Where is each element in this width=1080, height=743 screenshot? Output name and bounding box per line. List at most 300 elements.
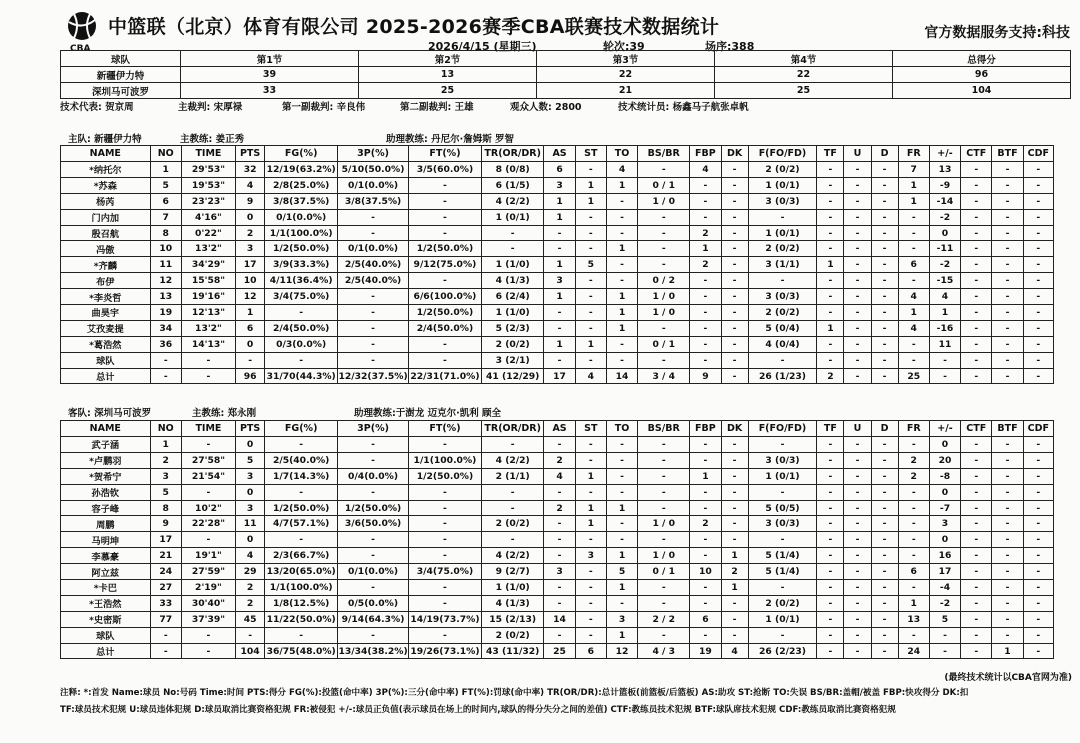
stat-cell: - <box>638 352 690 368</box>
stat-cell: 3/4(75.0%) <box>265 289 338 305</box>
stat-cell: - <box>575 162 606 178</box>
stat-cell: - <box>1023 273 1053 289</box>
stat-cell: - <box>961 305 992 321</box>
stat-cell: - <box>817 580 844 596</box>
stat-cell: 1/8(12.5%) <box>265 595 338 611</box>
stat-cell: 10 <box>690 564 721 580</box>
stat-cell: 3 <box>236 500 265 516</box>
stat-cell: 1/1(100.0%) <box>265 225 338 241</box>
column-header: FT(%) <box>408 146 481 162</box>
stat-cell: 2 / 2 <box>638 611 690 627</box>
stat-cell: - <box>898 225 929 241</box>
stat-cell: 1 <box>606 320 637 336</box>
stat-cell: 13/34(38.2%) <box>338 643 409 659</box>
stat-cell: 0/4(0.0%) <box>338 468 409 484</box>
stat-cell: - <box>961 500 992 516</box>
player-name: *齐麟 <box>61 257 151 273</box>
stat-cell: 4 <box>690 162 721 178</box>
stat-cell: 15'58" <box>181 273 235 289</box>
stat-cell: - <box>690 352 721 368</box>
stat-cell: 3 <box>575 548 606 564</box>
player-row <box>61 627 1054 643</box>
player-row <box>61 320 1054 336</box>
stat-cell: - <box>844 193 871 209</box>
player-name: 冯傲 <box>61 241 151 257</box>
column-header: D <box>871 146 898 162</box>
stat-cell: - <box>150 352 181 368</box>
stat-cell: 1 / 0 <box>638 548 690 564</box>
player-name: 周鹏 <box>61 516 151 532</box>
stat-cell: 1 <box>898 177 929 193</box>
attendance: 观众人数: 2800 <box>510 102 582 113</box>
player-row <box>61 257 1054 273</box>
column-header: TO <box>606 146 637 162</box>
stat-cell: 2 <box>150 452 181 468</box>
stat-cell: - <box>265 532 338 548</box>
stat-cell: 1/7(14.3%) <box>265 468 338 484</box>
stat-cell: 6 <box>236 320 265 336</box>
quarter-header-row <box>61 51 1071 67</box>
stat-cell: - <box>1023 257 1053 273</box>
stat-cell: - <box>817 627 844 643</box>
stat-cell: 3 (2/1) <box>481 352 544 368</box>
stat-cell: 2/3(66.7%) <box>265 548 338 564</box>
stat-cell: 4 <box>544 468 575 484</box>
stat-cell: - <box>265 484 338 500</box>
stat-cell: - <box>606 437 637 453</box>
stat-cell: - <box>844 516 871 532</box>
stat-cell: 0/1(0.0%) <box>338 177 409 193</box>
stat-cell: 1 <box>606 548 637 564</box>
player-name: *纳托尔 <box>61 162 151 178</box>
stat-cell: - <box>1023 595 1053 611</box>
stat-cell: 1 <box>992 643 1023 659</box>
player-row <box>61 162 1054 178</box>
stat-cell: 1 <box>721 580 748 596</box>
player-row <box>61 177 1054 193</box>
statisticians: 技术统计员: 杨鑫马子航张卓帆 <box>618 102 749 113</box>
stat-cell: - <box>817 611 844 627</box>
stat-cell: 5 <box>929 611 960 627</box>
stat-cell: - <box>844 305 871 321</box>
stat-cell: 77 <box>150 611 181 627</box>
stat-cell: 3 <box>544 177 575 193</box>
stat-cell: 0 <box>236 532 265 548</box>
stat-cell: - <box>721 177 748 193</box>
player-row <box>61 580 1054 596</box>
quarter-row <box>61 67 1071 83</box>
stat-cell: - <box>748 273 817 289</box>
stat-cell: - <box>871 484 898 500</box>
quarter-cell: 33 <box>181 83 359 99</box>
stat-cell: 0 / 1 <box>638 564 690 580</box>
stat-cell: - <box>871 611 898 627</box>
home-stats-table <box>60 145 1054 384</box>
stat-cell: - <box>1023 289 1053 305</box>
column-header: CTF <box>961 146 992 162</box>
stat-cell: - <box>544 225 575 241</box>
stat-cell: - <box>992 209 1023 225</box>
stat-cell: - <box>992 580 1023 596</box>
stat-cell: - <box>690 627 721 643</box>
player-name: 总计 <box>61 643 151 659</box>
stat-cell: - <box>961 468 992 484</box>
player-name: 门内加 <box>61 209 151 225</box>
stat-cell: - <box>338 289 409 305</box>
player-row <box>61 452 1054 468</box>
column-header: ST <box>575 146 606 162</box>
quarter-cell: 39 <box>181 67 359 83</box>
stat-cell: - <box>606 225 637 241</box>
stat-cell: - <box>408 532 481 548</box>
player-row <box>61 368 1054 384</box>
stat-cell: - <box>817 336 844 352</box>
stat-cell: 6 <box>690 611 721 627</box>
stat-cell: 13 <box>898 611 929 627</box>
stat-cell: - <box>721 209 748 225</box>
stat-cell: 1/2(50.0%) <box>338 500 409 516</box>
stat-cell: 1 <box>606 177 637 193</box>
stat-cell: 4 <box>721 643 748 659</box>
stat-cell: 19/26(73.1%) <box>408 643 481 659</box>
stat-cell: - <box>961 437 992 453</box>
stat-cell: - <box>575 611 606 627</box>
stat-cell: 3/5(60.0%) <box>408 162 481 178</box>
column-header: BS/BR <box>638 146 690 162</box>
stat-cell: - <box>575 225 606 241</box>
stat-cell: 24 <box>150 564 181 580</box>
column-header: PTS <box>236 421 265 437</box>
stat-cell: - <box>721 468 748 484</box>
stat-cell: - <box>575 241 606 257</box>
quarter-cell: 25 <box>715 83 893 99</box>
player-row <box>61 305 1054 321</box>
player-name: *卡巴 <box>61 580 151 596</box>
player-row <box>61 352 1054 368</box>
stat-cell: - <box>871 225 898 241</box>
stat-cell: - <box>1023 437 1053 453</box>
stat-cell: - <box>844 611 871 627</box>
stat-cell: 1 / 0 <box>638 193 690 209</box>
player-name: 曲昊宇 <box>61 305 151 321</box>
stat-cell: 2'19" <box>181 580 235 596</box>
column-header: FR <box>898 421 929 437</box>
stat-cell: 21 <box>150 548 181 564</box>
column-header: AS <box>544 421 575 437</box>
stat-cell: 9 <box>236 193 265 209</box>
stat-cell: - <box>871 532 898 548</box>
stat-cell: 14/19(73.7%) <box>408 611 481 627</box>
stat-cell: - <box>638 437 690 453</box>
quarter-cell: 96 <box>893 67 1071 83</box>
player-row <box>61 193 1054 209</box>
stat-cell: - <box>721 257 748 273</box>
stat-cell: 1 (0/1) <box>481 209 544 225</box>
player-row <box>61 484 1054 500</box>
stat-cell: 14 <box>544 611 575 627</box>
stat-cell: - <box>544 516 575 532</box>
technical-delegate: 技术代表: 贺京周 <box>60 102 134 113</box>
stat-cell: - <box>1023 580 1053 596</box>
stat-cell: - <box>961 516 992 532</box>
stat-cell: - <box>575 352 606 368</box>
stat-cell: - <box>544 305 575 321</box>
stat-cell: - <box>1023 564 1053 580</box>
stat-cell: - <box>961 336 992 352</box>
stat-cell: - <box>408 580 481 596</box>
stat-cell: 1 / 0 <box>638 516 690 532</box>
stat-cell: - <box>748 532 817 548</box>
stat-cell: 1 <box>544 257 575 273</box>
stat-cell: - <box>638 257 690 273</box>
column-header: CTF <box>961 421 992 437</box>
stat-cell: 96 <box>236 368 265 384</box>
stat-cell: 10 <box>236 273 265 289</box>
player-row <box>61 336 1054 352</box>
stat-cell: - <box>606 452 637 468</box>
stat-cell: - <box>544 241 575 257</box>
stat-cell: 2 <box>817 368 844 384</box>
stat-cell: - <box>817 516 844 532</box>
stat-cell: 6 <box>898 564 929 580</box>
stat-cell: - <box>992 548 1023 564</box>
stat-cell: -4 <box>929 580 960 596</box>
stat-cell: - <box>721 320 748 336</box>
stat-cell: 4 <box>898 289 929 305</box>
stat-cell: - <box>606 209 637 225</box>
stat-cell: 1 <box>606 580 637 596</box>
stat-cell: 12 <box>236 289 265 305</box>
column-header: BTF <box>992 421 1023 437</box>
stat-cell: 2 <box>236 580 265 596</box>
stat-cell: 37'39" <box>181 611 235 627</box>
stat-cell: 0 <box>929 225 960 241</box>
stat-cell: 4 (1/3) <box>481 273 544 289</box>
stat-cell: - <box>871 595 898 611</box>
stat-cell: - <box>338 452 409 468</box>
stat-cell: - <box>690 336 721 352</box>
stat-cell: - <box>481 532 544 548</box>
stat-cell: - <box>606 484 637 500</box>
stat-cell: 4 (2/2) <box>481 452 544 468</box>
stat-cell: 1 <box>690 241 721 257</box>
stat-cell: - <box>961 643 992 659</box>
stat-cell: - <box>638 320 690 336</box>
stat-cell: - <box>817 241 844 257</box>
stat-cell: 8 <box>150 500 181 516</box>
stat-cell: - <box>575 532 606 548</box>
stat-cell: 3 <box>544 273 575 289</box>
stat-cell: 4'16" <box>181 209 235 225</box>
stat-cell: - <box>575 305 606 321</box>
stat-cell: - <box>575 320 606 336</box>
stat-cell: - <box>844 336 871 352</box>
stat-cell: - <box>1023 305 1053 321</box>
stat-cell: - <box>817 162 844 178</box>
stat-cell: - <box>844 468 871 484</box>
quarter-cell: 球队 <box>61 51 181 67</box>
stat-cell: 3/8(37.5%) <box>265 193 338 209</box>
stat-cell: 1 <box>236 305 265 321</box>
stat-cell: 0 <box>929 532 960 548</box>
quarter-cell: 22 <box>537 67 715 83</box>
stat-cell: 4 (0/4) <box>748 336 817 352</box>
stat-cell: 5 (0/5) <box>748 500 817 516</box>
stat-cell: - <box>544 627 575 643</box>
stat-cell: - <box>1023 516 1053 532</box>
stat-cell: 15 (2/13) <box>481 611 544 627</box>
stat-cell: - <box>544 484 575 500</box>
stat-cell: 1 <box>575 336 606 352</box>
stat-cell: - <box>898 516 929 532</box>
stat-cell: - <box>844 548 871 564</box>
player-row <box>61 595 1054 611</box>
stat-cell: 17 <box>150 532 181 548</box>
stat-cell: 4 (1/3) <box>481 595 544 611</box>
stat-cell: 4 <box>606 162 637 178</box>
stat-cell: 36/75(48.0%) <box>265 643 338 659</box>
stat-cell: - <box>871 643 898 659</box>
stat-cell: - <box>961 611 992 627</box>
stat-cell: 19'1" <box>181 548 235 564</box>
stat-cell: - <box>721 611 748 627</box>
stat-cell: - <box>690 500 721 516</box>
stat-cell: 27'59" <box>181 564 235 580</box>
player-row <box>61 500 1054 516</box>
stat-cell: 1 / 0 <box>638 289 690 305</box>
stat-cell: - <box>236 627 265 643</box>
stat-cell: 11 <box>236 516 265 532</box>
column-header: ST <box>575 421 606 437</box>
stat-cell: 1 / 0 <box>638 305 690 321</box>
data-support-label: 官方数据服务支持:科技 <box>924 25 1070 41</box>
stat-cell: - <box>721 452 748 468</box>
stat-cell: 10 <box>150 241 181 257</box>
stat-cell: - <box>575 595 606 611</box>
stat-cell: - <box>817 209 844 225</box>
stat-cell: - <box>817 193 844 209</box>
stat-cell: - <box>181 352 235 368</box>
stat-cell: - <box>481 241 544 257</box>
stat-cell: 12 <box>606 643 637 659</box>
quarter-cell: 第3节 <box>537 51 715 67</box>
stat-cell: - <box>638 225 690 241</box>
stat-cell: - <box>690 305 721 321</box>
stat-cell: 29'53" <box>181 162 235 178</box>
stat-cell: - <box>721 484 748 500</box>
player-row <box>61 289 1054 305</box>
player-name: 李慕豪 <box>61 548 151 564</box>
stat-cell: 4 <box>236 177 265 193</box>
stat-cell: - <box>721 225 748 241</box>
stat-cell: - <box>871 452 898 468</box>
stat-cell: - <box>481 225 544 241</box>
player-name: 马明坤 <box>61 532 151 548</box>
stat-cell: 0 / 1 <box>638 177 690 193</box>
stat-cell: 17 <box>929 564 960 580</box>
stat-cell: - <box>1023 468 1053 484</box>
stat-cell: 5 <box>150 484 181 500</box>
stat-cell: 1 <box>575 516 606 532</box>
stat-cell: - <box>817 500 844 516</box>
stat-cell: - <box>898 580 929 596</box>
stat-cell: - <box>690 209 721 225</box>
stat-cell: - <box>408 273 481 289</box>
stat-cell: - <box>817 177 844 193</box>
stat-cell: - <box>871 336 898 352</box>
column-header: FBP <box>690 146 721 162</box>
stat-cell: - <box>961 162 992 178</box>
column-header: FR <box>898 146 929 162</box>
column-header: +/- <box>929 146 960 162</box>
stat-header-row <box>61 421 1054 437</box>
column-header: TIME <box>181 421 235 437</box>
column-header: TIME <box>181 146 235 162</box>
stat-cell: 17 <box>544 368 575 384</box>
stat-cell: - <box>638 468 690 484</box>
column-header: CDF <box>1023 421 1053 437</box>
stat-cell: - <box>575 209 606 225</box>
stat-cell: 4 / 3 <box>638 643 690 659</box>
stat-cell: 1 <box>606 627 637 643</box>
stat-cell: 25 <box>898 368 929 384</box>
stat-cell: - <box>844 564 871 580</box>
stat-cell: - <box>992 516 1023 532</box>
stat-cell: - <box>961 627 992 643</box>
stat-cell: 5 <box>606 564 637 580</box>
stat-cell: - <box>992 273 1023 289</box>
stat-cell: - <box>871 241 898 257</box>
stat-cell: - <box>408 336 481 352</box>
stat-cell: - <box>844 595 871 611</box>
stat-cell: - <box>961 193 992 209</box>
stat-cell: 3 (0/3) <box>748 452 817 468</box>
stat-cell: 1 <box>575 468 606 484</box>
quarter-cell: 新疆伊力特 <box>61 67 181 83</box>
stat-cell: 1/1(100.0%) <box>408 452 481 468</box>
stat-cell: 7 <box>150 209 181 225</box>
stat-cell: 104 <box>236 643 265 659</box>
stat-cell: 2 <box>898 452 929 468</box>
stat-cell: - <box>871 368 898 384</box>
stat-cell: - <box>961 177 992 193</box>
stat-cell: 13 <box>150 289 181 305</box>
crew-chief: 主裁判: 宋厚禄 <box>178 102 243 113</box>
stat-cell: - <box>871 627 898 643</box>
stat-cell: 2 (0/2) <box>748 595 817 611</box>
stat-cell: - <box>544 580 575 596</box>
stat-cell: - <box>338 532 409 548</box>
stat-cell: -16 <box>929 320 960 336</box>
stat-cell: - <box>898 437 929 453</box>
column-header: NAME <box>61 421 151 437</box>
stat-cell: 36 <box>150 336 181 352</box>
stat-cell: - <box>150 627 181 643</box>
stat-cell: - <box>871 500 898 516</box>
stat-cell: - <box>1023 611 1053 627</box>
stat-cell: 3 <box>150 468 181 484</box>
second-referee: 第二副裁判: 王雄 <box>400 102 474 113</box>
stat-cell: 41 (12/29) <box>481 368 544 384</box>
stat-cell: - <box>575 452 606 468</box>
stat-cell: 0 <box>236 209 265 225</box>
stat-cell: 6 (1/5) <box>481 177 544 193</box>
stat-cell: 4 <box>929 289 960 305</box>
stat-cell: - <box>817 305 844 321</box>
stat-cell: 11 <box>150 257 181 273</box>
stat-cell: - <box>1023 452 1053 468</box>
stat-cell: 14'13" <box>181 336 235 352</box>
